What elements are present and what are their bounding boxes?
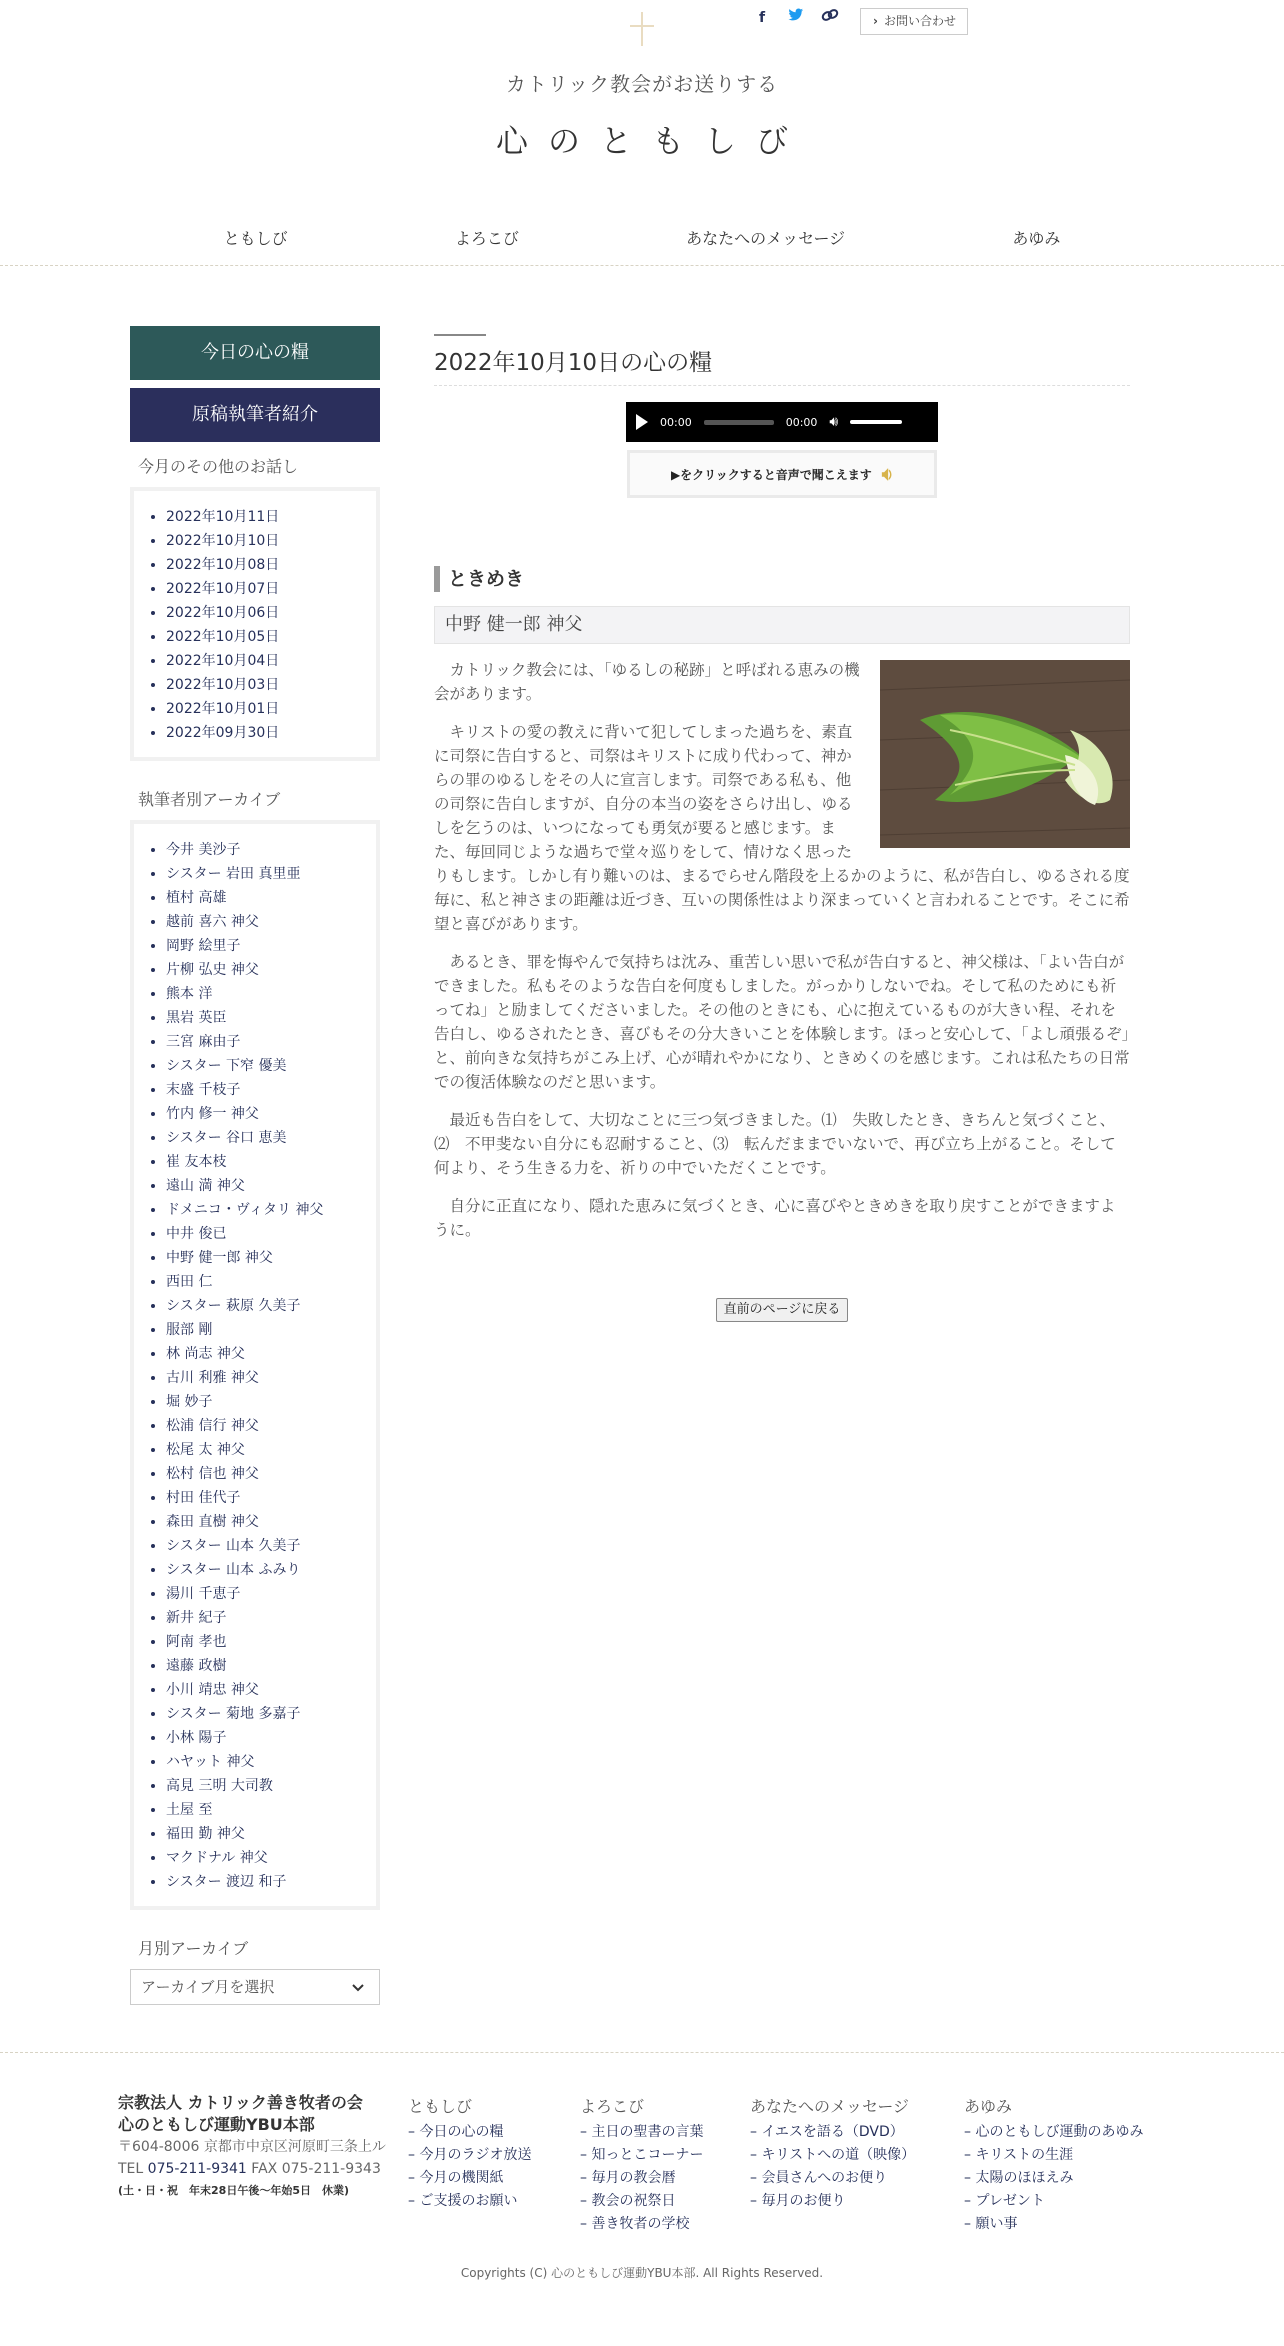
footer-col-heading[interactable]: あゆみ <box>964 2097 1013 2116</box>
footer-link[interactable]: – 毎月の教会暦 <box>580 2167 703 2190</box>
author-archive-link[interactable]: • 松村 信也 神父 <box>166 1462 366 1486</box>
other-stories-box <box>130 487 380 761</box>
paragraph: 最近も告白をして、大切なことに三つ気づきました。⑴ 失敗したとき、きちんと気づくこと、⑵ 不甲斐ない自分にも忍耐すること、⑶ 転んだままでいないで、再び立ち上がること。そして何より、そう生きる力を、祈りの中でいただくことです。 <box>434 1111 1116 1177</box>
author-archive-link[interactable]: • 西田 仁 <box>166 1270 366 1294</box>
author-archive-link[interactable]: • 小林 陽子 <box>166 1726 366 1750</box>
cross-logo-icon <box>630 12 654 46</box>
author-archive-link[interactable]: • 林 尚志 神父 <box>166 1342 366 1366</box>
footer-col-yorokobi <box>580 2094 703 2236</box>
tel-label: TEL <box>118 2161 144 2177</box>
site-header <box>0 0 1284 266</box>
author-archive-link[interactable]: • シスター 谷口 恵美 <box>166 1126 366 1150</box>
footer-organization <box>118 2092 388 2202</box>
footer-link[interactable]: – 今日の心の糧 <box>408 2121 531 2144</box>
footer-link[interactable]: – 会員さんへのお便り <box>750 2167 915 2190</box>
audio-player <box>626 402 938 442</box>
author-archive-heading: 執筆者別アーカイブ <box>138 790 281 809</box>
author-archive-link[interactable]: • シスター 岩田 真里亜 <box>166 862 366 886</box>
author-archive-link[interactable]: • 松尾 太 神父 <box>166 1438 366 1462</box>
author-archive-link[interactable]: • 土屋 至 <box>166 1798 366 1822</box>
other-stories-list <box>166 505 366 745</box>
footer-link[interactable]: – ご支援のお願い <box>408 2190 531 2213</box>
author-archive-link[interactable]: • 服部 剛 <box>166 1318 366 1342</box>
other-story-link[interactable]: • 2022年10月04日 <box>166 649 366 673</box>
duration: 00:00 <box>785 415 818 429</box>
nav-item-message[interactable]: あなたへのメッセージ <box>686 229 846 248</box>
monthly-archive-heading: 月別アーカイブ <box>138 1939 249 1958</box>
author-archive-link[interactable]: • シスター 山本 ふみり <box>166 1558 366 1582</box>
volume-icon[interactable]: 🔊︎ <box>829 414 839 430</box>
author-archive-link[interactable]: • 福田 勤 神父 <box>166 1822 366 1846</box>
other-story-link[interactable]: • 2022年10月05日 <box>166 625 366 649</box>
main-content <box>434 330 1130 1322</box>
nav-item-yorokobi[interactable]: よろこび <box>454 229 519 248</box>
footer-link[interactable]: – 善き牧者の学校 <box>580 2213 703 2236</box>
author-archive-link[interactable]: • 新井 紀子 <box>166 1606 366 1630</box>
author-archive-link[interactable]: • 古川 利雅 神父 <box>166 1366 366 1390</box>
footer-link[interactable]: – 今月の機関紙 <box>408 2167 531 2190</box>
author-archive-link[interactable]: • 堀 妙子 <box>166 1390 366 1414</box>
holiday-note: (土・日・祝 年末28日午後〜年始5日 休業) <box>118 2184 350 2197</box>
footer-col-heading[interactable]: あなたへのメッセージ <box>750 2097 910 2116</box>
org-subname: 心のともしび運動YBU本部 <box>118 2115 315 2134</box>
other-story-link[interactable]: • 2022年10月08日 <box>166 553 366 577</box>
section-heading: ときめき <box>434 566 1130 592</box>
other-story-link[interactable]: • 2022年10月10日 <box>166 529 366 553</box>
authors-intro-button[interactable]: 原稿執筆者紹介 <box>130 388 380 442</box>
author-archive-link[interactable]: • シスター 山本 久美子 <box>166 1534 366 1558</box>
footer-link[interactable]: – 今月のラジオ放送 <box>408 2144 531 2167</box>
facebook-icon[interactable]: f <box>758 10 766 26</box>
listen-hint-label: ▶をクリックすると音声で聞こえます <box>670 467 872 482</box>
author-archive-link[interactable]: • ドメニコ・ヴィタリ 神父 <box>166 1198 366 1222</box>
footer-link[interactable]: – 毎月のお便り <box>750 2190 915 2213</box>
play-icon[interactable] <box>636 414 648 430</box>
author-archive-link[interactable]: • 岡野 絵里子 <box>166 934 366 958</box>
other-story-link[interactable]: • 2022年10月11日 <box>166 505 366 529</box>
author-archive-link[interactable]: • シスター 萩原 久美子 <box>166 1294 366 1318</box>
global-nav <box>140 226 1144 249</box>
author-archive-link[interactable]: • ハヤット 神父 <box>166 1750 366 1774</box>
footer-link[interactable]: – プレゼント <box>964 2190 1143 2213</box>
paragraph: 自分に正直になり、隠れた恵みに気づくとき、心に喜びやときめきを取り戻すことができますように。 <box>434 1197 1116 1239</box>
footer-col-heading[interactable]: よろこび <box>580 2097 645 2116</box>
footer-link[interactable]: – 主日の聖書の言葉 <box>580 2121 703 2144</box>
nav-item-ayumi[interactable]: あゆみ <box>1012 229 1061 248</box>
author-archive-link[interactable]: • シスター 渡辺 和子 <box>166 1870 366 1894</box>
site-tagline: カトリック教会がお送りする <box>505 72 779 96</box>
author-archive-link[interactable]: • 片柳 弘史 神父 <box>166 958 366 982</box>
other-story-link[interactable]: • 2022年10月03日 <box>166 673 366 697</box>
paragraph: キリストの愛の教えに背いて犯してしまった過ちを、素直に司祭に告白すると、司祭はキリストに成り代わって、神からの罪のゆるしをその人に宣言します。司祭である私も、他の司祭に告白しますが、自分の本当の姿をさらけ出し、ゆるしを乞うのは、いつになっても勇気が要ると感じます。また、毎回同じような過ちで堂々巡りをして、情けなく思ったりもします。しかし有り難いのは、まるでらせん階段を上るかのように、私が告白し、ゆるされる度毎に、私と神さまの距離は近づき、互いの関係性はより深まっていくと言われることです。そこに希望と喜びがあります。 <box>434 723 1130 933</box>
author-archive-link[interactable]: • 今井 美沙子 <box>166 838 366 862</box>
monthly-archive-select[interactable] <box>130 1969 380 2005</box>
footer-link[interactable]: – キリストの生涯 <box>964 2144 1143 2167</box>
author-archive-link[interactable]: • 末盛 千枝子 <box>166 1078 366 1102</box>
author-archive-link[interactable]: • シスター 菊地 多嘉子 <box>166 1702 366 1726</box>
author-archive-link[interactable]: • 竹内 修一 神父 <box>166 1102 366 1126</box>
other-story-link[interactable]: • 2022年10月07日 <box>166 577 366 601</box>
title-rule <box>434 334 486 336</box>
author-archive-link[interactable]: • 中井 俊已 <box>166 1222 366 1246</box>
author-archive-link[interactable]: • 阿南 孝也 <box>166 1630 366 1654</box>
other-story-link[interactable]: • 2022年10月01日 <box>166 697 366 721</box>
author-archive-link[interactable]: • 遠山 満 神父 <box>166 1174 366 1198</box>
sidebar <box>130 326 380 2005</box>
footer-link[interactable]: – イエスを語る（DVD） <box>750 2121 915 2144</box>
today-bread-button[interactable]: 今日の心の糧 <box>130 326 380 380</box>
footer-link[interactable]: – 願い事 <box>964 2213 1143 2236</box>
author-archive-link[interactable]: • 村田 佳代子 <box>166 1486 366 1510</box>
post-title-area <box>434 330 1130 386</box>
author-archive-link[interactable]: • 越前 喜六 神父 <box>166 910 366 934</box>
author-archive-list <box>166 838 366 1894</box>
footer-col-ayumi <box>964 2094 1143 2236</box>
volume-slider[interactable] <box>850 420 902 424</box>
contact-button[interactable] <box>860 8 968 35</box>
listen-hint-box <box>627 450 937 498</box>
site-title[interactable]: 心のともしび <box>495 122 808 160</box>
author-archive-link[interactable]: • 湯川 千恵子 <box>166 1582 366 1606</box>
post-title: 2022年10月10日の心の糧 <box>434 350 713 376</box>
author-archive-link[interactable]: • 松浦 信行 神父 <box>166 1414 366 1438</box>
speaker-icon: 🔉︎ <box>881 463 894 485</box>
seek-bar[interactable] <box>704 420 774 425</box>
author-archive-link[interactable]: • 中野 健一郎 神父 <box>166 1246 366 1270</box>
footer-link[interactable]: – 太陽のほほえみ <box>964 2167 1143 2190</box>
copyright: Copyrights (C) 心のともしび運動YBU本部. All Rights Reserved. <box>460 2266 824 2280</box>
nav-item-tomoshibi[interactable]: ともしび <box>223 229 288 248</box>
author-archive-link[interactable]: • 遠藤 政樹 <box>166 1654 366 1678</box>
footer-link[interactable]: – 心のともしび運動のあゆみ <box>964 2121 1143 2144</box>
chevron-right-icon: › <box>873 14 878 28</box>
footer-col-message <box>750 2094 915 2213</box>
back-button[interactable]: 直前のページに戻る <box>716 1298 848 1322</box>
paragraph: あるとき、罪を悔やんで気持ちは沈み、重苦しい思いで私が告白すると、神父様は、「よい告白ができました。私もそのような告白を何度もしました。がっかりしないでね。そして私のためにも祈ってね」と励ましてくださいました。その他のときにも、心に抱えているものが大きい程、それを告白し、ゆるされたとき、喜びもその分大きいことを体験します。ほっと安心して、「よし頑張るぞ」と、前向きな気持ちがこみ上げ、心が晴れやかになり、ときめくのを感じます。これは私たちの日常での復活体験なのだと思います。 <box>434 953 1130 1091</box>
author-archive-link[interactable]: • 崔 友本枝 <box>166 1150 366 1174</box>
twitter-icon[interactable] <box>786 8 806 28</box>
monthly-archive-select-value: アーカイブ月を選択 <box>141 1978 275 1996</box>
author-archive-link[interactable]: • 黒岩 英臣 <box>166 1006 366 1030</box>
current-time: 00:00 <box>660 415 692 429</box>
social-links <box>752 8 840 28</box>
author-archive-box <box>130 820 380 1910</box>
org-name: 宗教法人 カトリック善き牧者の会 <box>118 2093 363 2112</box>
org-address: 〒604-8006 京都市中京区河原町三条上ル <box>118 2139 386 2155</box>
author-archive-link[interactable]: • 小川 靖忠 神父 <box>166 1678 366 1702</box>
footer-divider <box>0 2052 1284 2053</box>
author-archive-link[interactable]: • 植村 高雄 <box>166 886 366 910</box>
tel-number[interactable]: 075-211-9341 <box>147 2161 247 2177</box>
org-phone <box>118 2158 388 2180</box>
author-archive-link[interactable]: • シスター 下窄 優美 <box>166 1054 366 1078</box>
paragraph: カトリック教会には、「ゆるしの秘跡」と呼ばれる恵みの機会があります。 <box>434 661 860 703</box>
author-name: 中野 健一郎 神父 <box>434 606 1130 644</box>
article-body <box>434 658 1130 1242</box>
fax-number: 075-211-9343 <box>281 2161 381 2177</box>
author-archive-link[interactable]: • 高見 三明 大司教 <box>166 1774 366 1798</box>
contact-label: お問い合わせ <box>883 14 956 28</box>
other-stories-heading: 今月のその他のお話し <box>138 457 299 476</box>
author-archive-link[interactable]: • 森田 直樹 神父 <box>166 1510 366 1534</box>
fax-label: FAX <box>251 2161 278 2177</box>
chevron-down-icon <box>351 1971 365 2018</box>
author-archive-link[interactable]: • 三宮 麻由子 <box>166 1030 366 1054</box>
author-archive-link[interactable]: • 熊本 洋 <box>166 982 366 1006</box>
footer-col-tomoshibi <box>408 2094 531 2213</box>
footer-link[interactable]: – 教会の祝祭日 <box>580 2190 703 2213</box>
footer-link[interactable]: – キリストへの道（映像） <box>750 2144 915 2167</box>
link-icon[interactable] <box>820 8 840 28</box>
author-archive-link[interactable]: • マクドナル 神父 <box>166 1846 366 1870</box>
lettuce-photo <box>880 660 1130 848</box>
other-story-link[interactable]: • 2022年10月06日 <box>166 601 366 625</box>
footer-link[interactable]: – 知っとこコーナー <box>580 2144 703 2167</box>
other-story-link[interactable]: • 2022年09月30日 <box>166 721 366 745</box>
footer-col-heading[interactable]: ともしび <box>408 2097 473 2116</box>
